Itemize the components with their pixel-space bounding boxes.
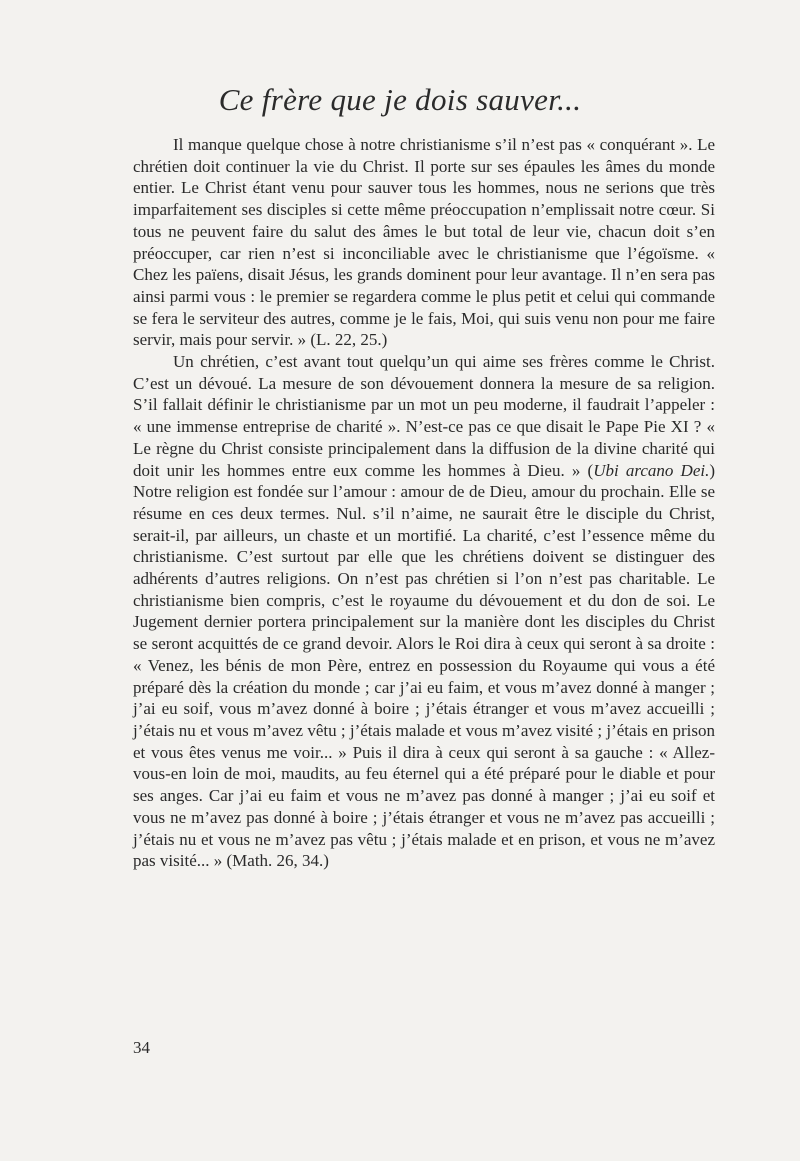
chapter-title: Ce frère que je dois sauver... <box>218 82 582 117</box>
paragraph-2-part-2: ) Notre religion est fondée sur l’amour : amour de de Dieu, amour du prochain. Elle se résume en ces deux termes. Nul. s’il n’aime, ne saurait être le disciple du Christ, serait-il, par ailleurs, un chaste et un mortifié. La charité, c’est l’essence même du christianisme. C’est surtout par elle que les chrétiens doivent se distinguer des adhérents d’autres religions. On n’est pas chrétien si l’on n’est pas charitable. Le christianisme bien compris, c’est le royaume du dévouement et du don de soi. Le Jugement dernier portera principalement sur la manière dont les disciples du Christ se seront acquittés de ce grand devoir. Alors le Roi dira à ceux qui seront à sa droite : « Venez, les bénis de mon Père, entrez en possession du Royaume qui vous a été préparé dès la création du monde ; car j’ai eu faim, et vous m’avez donné à manger ; j’ai eu soif, vous m’avez donné à boire ; j’étais étranger et vous m’avez accueilli ; j’étais nu et vous m’avez vêtu ; j’étais malade et vous m’avez visité ; j’étais en prison et vous êtes venus me voir... » Puis il dira à ceux qui seront à sa gauche : « Allez-vous-en loin de moi, maudits, au feu éternel qui a été préparé pour le diable et pour ses anges. Car j’ai eu faim et vous ne m’avez pas donné à manger ; j’ai eu soif et vous ne m’avez pas donné à boire ; j’étais étranger et vous ne m’avez pas accueilli ; j’étais nu et vous ne m’avez pas vêtu ; j’étais malade et en prison, et vous ne m’avez pas visité... » (Math. 26, 34.) <box>133 460 716 871</box>
paragraph-1: Il manque quelque chose à notre christianisme s’il n’est pas « conquérant ». Le chrétien doit continuer la vie du Christ. Il porte sur ses épaules les âmes du monde entier. Le Christ étant venu pour sauver tous les hommes, nous ne serions que très imparfaitement ses disciples si cette même préoccupation n’emplissait notre cœur. Si tous ne peuvent faire du salut des âmes le but total de leur vie, chacun doit s’en préoccuper, car rien n’est si inconciliable avec le christianisme que l’égoïsme. « Chez les païens, disait Jésus, les grands dominent pour leur avantage. Il n’en sera pas ainsi parmi vous : le premier se regardera comme le plus petit et celui qui commande se fera le serviteur des autres, comme je le fais, Moi, qui suis venu non pour me faire servir, mais pour servir. » (L. 22, 25.) <box>133 135 715 350</box>
page-number: 34 <box>133 1038 150 1057</box>
body-text <box>133 134 715 872</box>
citation-title: Ubi arcano Dei. <box>593 460 710 480</box>
paragraph-2-part-1: Un chrétien, c’est avant tout quelqu’un qui aime ses frères comme le Christ. C’est un dévoué. La mesure de son dévouement donnera la mesure de sa religion. S’il fallait définir le christianisme par un mot un peu moderne, il faudrait l’appeler : « une immense entreprise de charité ». N’est-ce pas ce que disait le Pape Pie XI ? « Le règne du Christ consiste principalement dans la diffusion de la divine charité qui doit unir les hommes entre eux comme les hommes à Dieu. » ( <box>133 352 715 480</box>
paragraph-2 <box>133 351 715 872</box>
